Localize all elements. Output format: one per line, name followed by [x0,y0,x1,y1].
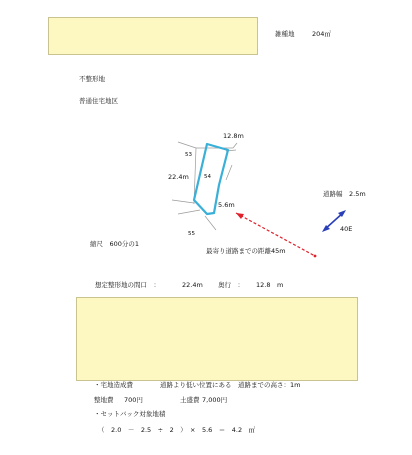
distance-label: 最寄り道路までの距離45m [206,247,286,255]
setback-area-label: ・セットバック対象地積 [94,410,166,418]
distance-end-point [314,255,317,258]
land-shape: 不整形地 [79,75,105,83]
assumed-frontage-value: 22.4m [182,281,203,289]
lot-number-53: 53 [185,152,192,158]
road-arrow-label: 40E [340,225,353,233]
assumed-frontage-label: 想定整形地の間口 ： [95,281,160,289]
fill-cost-label: 土盛費 [180,396,200,404]
distance-arrowhead [236,213,244,219]
land-prep-cost-label: ・宅地造成費 [94,381,133,389]
setback-formula: （ 2.0 － 2.5 ÷ 2 ） × 5.6 ＝ 4.2 ㎡ [98,426,256,434]
land-category: 雑種地 [275,30,295,38]
dimension-frontage: 5.6m [218,201,235,209]
lot-number-54: 54 [204,174,211,180]
map-scale: 縮尺 600分の1 [90,240,140,248]
land-prep-cost-desc: 道路より低い位置にある 道路までの高さ：1m [160,381,301,389]
leveling-cost-label: 整地費 [94,396,114,404]
fill-cost-value: 7,000円 [202,396,228,404]
lot-number-55: 55 [188,231,195,237]
assumed-depth-label: 奥行 ： [218,281,244,289]
dimension-left: 22.4m [168,173,189,181]
road-width: 道路幅 2.5m [323,190,366,198]
leveling-cost-value: 700円 [124,396,143,404]
assumed-depth-value: 12.8 m [256,281,284,289]
land-district: 普通住宅地区 [79,97,118,105]
land-area: 204㎡ [312,30,331,38]
dimension-top: 12.8m [223,132,244,140]
